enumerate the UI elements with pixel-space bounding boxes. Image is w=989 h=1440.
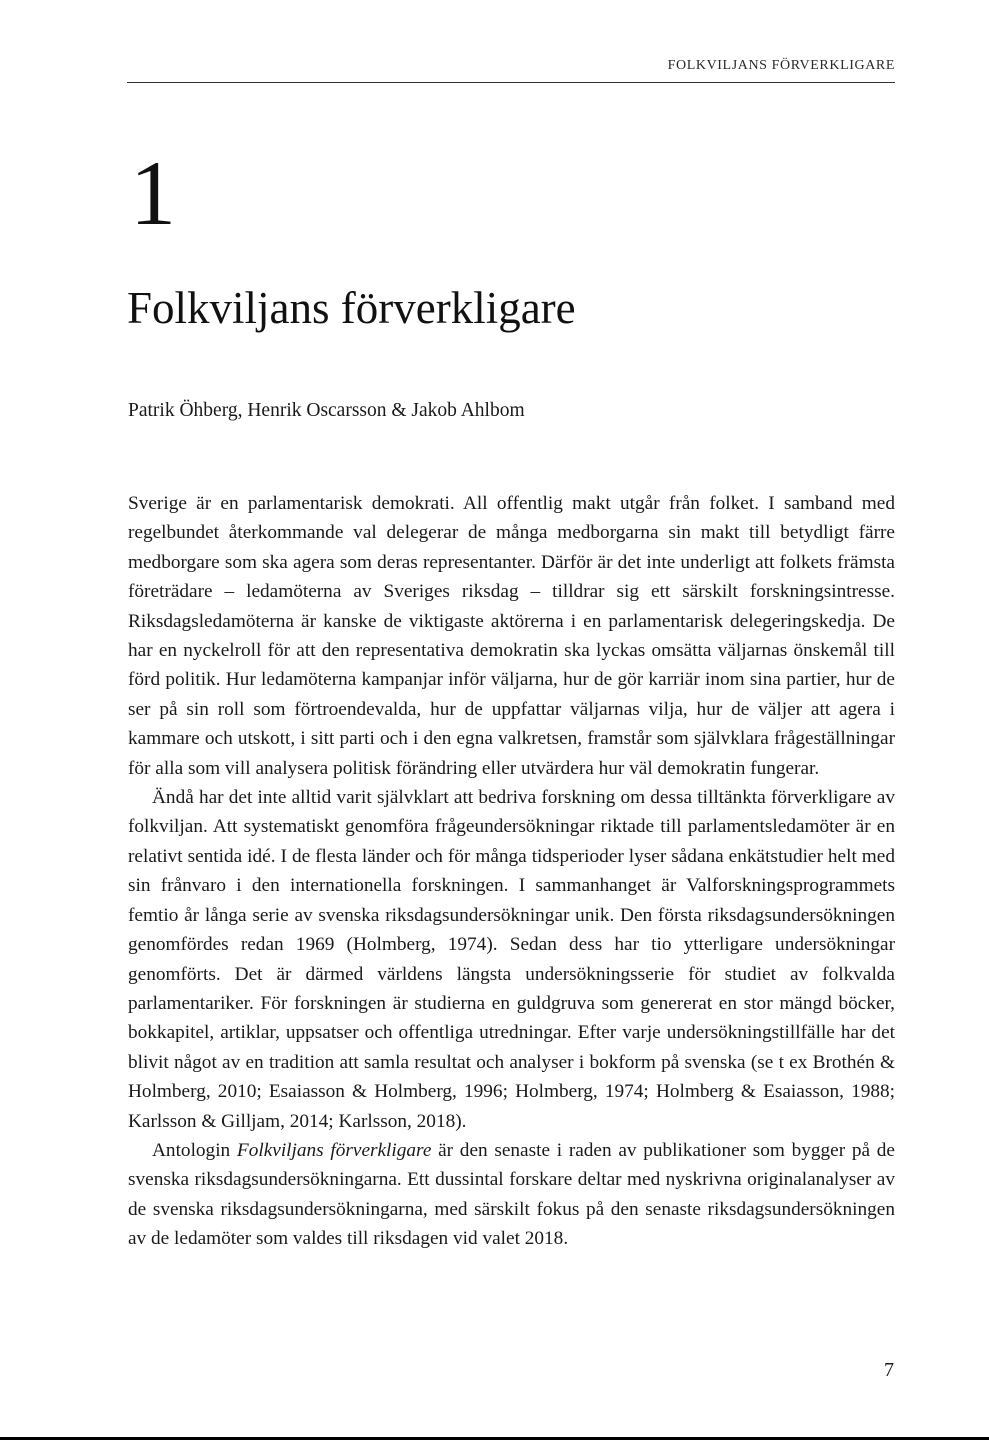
body-paragraph-1: Sverige är en parlamentarisk demokrati. All offentlig makt utgår från folket. I samband med regelbundet återkommande val delegerar de många medborgarna sin makt till betydligt färre medborgare som ska agera som deras representanter. Därför är det inte underligt att folkets främsta företrädare – ledamöterna av Sveriges riksdag – tilldrar sig ett särskilt forskningsintresse. Riksdagsledamöterna är kanske de viktigaste aktörerna i en parlamentarisk delegeringskedja. De har en nyckelroll för att den representativa demokratin ska lyckas omsätta väljarnas önskemål till förd politik. Hur ledamöterna kampanjar inför väljarna, hur de gör karriär inom sina partier, hur de ser på sin roll som förtroendevalda, hur de uppfattar väljarnas vilja, hur de väljer att agera i kammare och utskott, i sitt parti och i den egna valkretsen, framstår som självklara frågeställningar för alla som vill analysera politisk förändring eller utvärdera hur väl demokratin fungerar. [128, 493, 895, 779]
body-paragraph-2: Ändå har det inte alltid varit självklart att bedriva forskning om dessa tilltänkta förverkligare av folkviljan. Att systematiskt genomföra frågeundersökningar riktade till parlamentsledamöter är en relativt sentida idé. I de flesta länder och för många tidsperioder lyser sådana enkätstudier helt med sin frånvaro i den internationella forskningen. I sammanhanget är Valforskningsprogrammets femtio år långa serie av svenska riksdagsundersökningar unik. Den första riksdagsundersökningen genomfördes redan 1969 (Holmberg, 1974). Sedan dess har tio ytterligare undersökningar genomförts. Det är därmed världens längsta undersökningsserie för studiet av folkvalda parlamentariker. För forskningen är studierna en guldgruva som genererat en stor mängd böcker, bokkapitel, artiklar, uppsatser och offentliga utredningar. Efter varje undersökningstillfälle har det blivit något av en tradition att samla resultat och analyser i bokform på svenska (se t ex Brothén & Holmberg, 2010; Esaiasson & Holmberg, 1996; Holmberg, 1974; Holmberg & Esaiasson, 1988; Karlsson & Gilljam, 2014; Karlsson, 2018). [128, 787, 895, 1132]
body-paragraph-3 [128, 1136, 895, 1254]
running-header [127, 56, 895, 83]
page-number: 7 [884, 1359, 894, 1381]
chapter-number: 1 [130, 142, 176, 244]
body-paragraph-3-lead: Antologin [152, 1139, 237, 1161]
chapter-authors: Patrik Öhberg, Henrik Oscarsson & Jakob Ahlbom [128, 400, 525, 421]
chapter-title: Folkviljans förverkligare [127, 283, 576, 333]
body-paragraph-3-rest: är den senaste i raden av publikationer som bygger på de svenska riksdagsundersökningarna. Ett dussintal forskare deltar med nyskrivna originalanalyser av de svenska riksdagsundersökningarna, med särskilt fokus på den senaste riksdagsundersökningen av de ledamöter som valdes till riksdagen vid valet 2018. [128, 1139, 895, 1250]
body-text [128, 489, 895, 1254]
book-title-italic: Folkviljans förverkligare [236, 1139, 432, 1161]
running-header-title: FOLKVILJANS FÖRVERKLIGARE [667, 58, 895, 73]
